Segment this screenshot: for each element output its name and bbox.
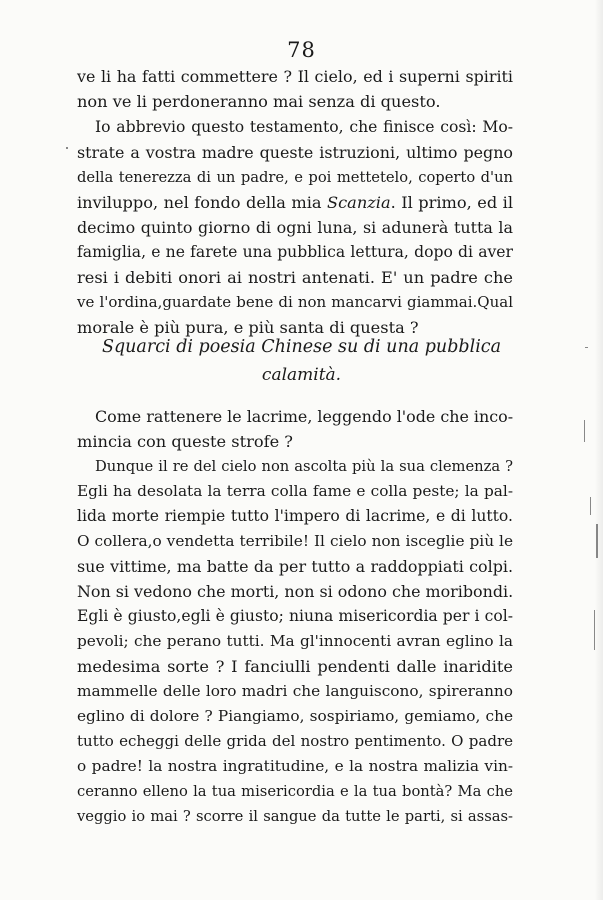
text-line: O collera,o vendetta terribile! Il cielo non isceglie più le <box>77 532 513 550</box>
section-heading-continuation: calamità. <box>261 365 342 385</box>
text-line: Egli è giusto,egli è giusto; niuna misericordia per i col- <box>77 607 513 625</box>
text-line: Dunque il re del cielo non ascolta più la sua clemenza ? <box>95 458 513 475</box>
text-line: ve l'ordina,guardate bene di non mancarvi giammai.Qual <box>77 293 513 311</box>
text-line: non ve li perdoneranno mai senza di questo. <box>77 92 441 111</box>
text-line: inviluppo, nel fondo della mia Scanzia. Il primo, ed il <box>77 193 513 212</box>
text-line: resi i debiti onori ai nostri antenati. E' un padre che <box>77 268 513 287</box>
text-line: famiglia, e ne farete una pubblica lettura, dopo di aver <box>77 243 513 261</box>
text-line: della tenerezza di un padre, e poi mettetelo, coperto d'un <box>77 169 513 186</box>
scan-mark <box>66 147 68 149</box>
page-number: 78 <box>287 38 316 62</box>
text-line: veggio io mai ? scorre il sangue da tutte le parti, si assas- <box>77 808 513 825</box>
text-line: medesima sorte ? I fanciulli pendenti dalle inaridite <box>77 657 513 676</box>
text-line: Come rattenere le lacrime, leggendo l'ode che inco- <box>95 407 514 426</box>
scan-mark <box>590 497 591 515</box>
text-line: Egli ha desolata la terra colla fame e colla peste; la pal- <box>77 482 513 500</box>
text-line: pevoli; che perano tutti. Ma gl'innocenti avran eglino la <box>77 632 513 650</box>
page-edge-shadow <box>595 0 603 900</box>
text-line: o padre! la nostra ingratitudine, e la nostra malizia vin- <box>77 757 513 775</box>
text-line: mincia con queste strofe ? <box>77 432 293 451</box>
text-line: decimo quinto giorno di ogni luna, si adunerà tutta la <box>77 218 513 237</box>
text-line: strate a vostra madre queste istruzioni, ultimo pegno <box>77 143 513 162</box>
text-line: tutto echeggi delle grida del nostro pentimento. O padre <box>77 732 513 750</box>
text-line: ve li ha fatti commettere ? Il cielo, ed i superni spiriti <box>77 67 513 86</box>
text-line: ceranno elleno la tua misericordia e la tua bontà? Ma che <box>77 783 513 800</box>
text-line: Non si vedono che morti, non si odono che moribondi. <box>77 582 514 601</box>
scan-mark <box>584 420 585 442</box>
section-heading: Squarci di poesia Chinese su di una pubblica <box>101 337 502 357</box>
text-line: Io abbrevio questo testamento, che finisce così: Mo- <box>95 118 513 136</box>
text-line: lida morte riempie tutto l'impero di lacrime, e di lutto. <box>77 507 513 525</box>
text-line: eglino di dolore ? Piangiamo, sospiriamo, gemiamo, che <box>77 707 513 725</box>
text-line: sue vittime, ma batte da per tutto a raddoppiati colpi. <box>77 557 513 576</box>
text-line: morale è più pura, e più santa di questa ? <box>77 318 419 337</box>
text-line: mammelle delle loro madri che languiscono, spireranno <box>77 682 513 700</box>
scan-mark <box>585 347 588 348</box>
italic-word: Scanzia <box>327 193 391 212</box>
